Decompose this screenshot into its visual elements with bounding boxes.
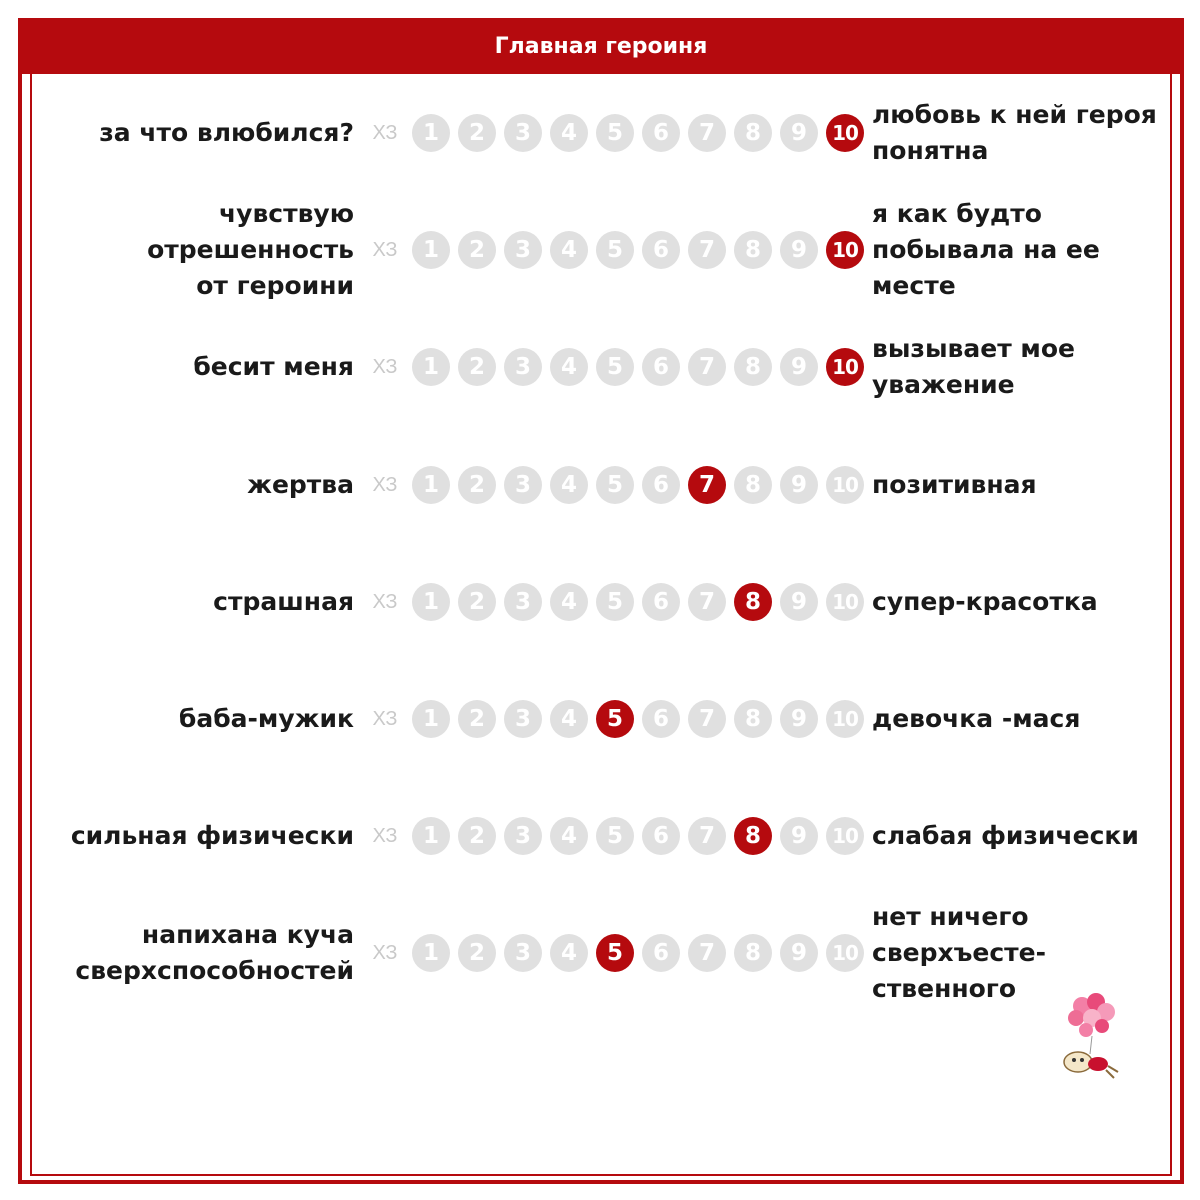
rating-row [0, 334, 1200, 399]
rating-option[interactable]: 4 [550, 934, 588, 972]
rating-option[interactable]: 3 [504, 466, 542, 504]
rating-option[interactable]: 6 [642, 348, 680, 386]
right-label-line: вызывает мое [872, 334, 1075, 363]
rating-option[interactable]: 5 [596, 466, 634, 504]
right-label [872, 701, 1080, 737]
rating-option[interactable]: 6 [642, 466, 680, 504]
rating-option[interactable]: 8 [734, 231, 772, 269]
right-label [872, 467, 1037, 503]
page-title [18, 18, 1184, 74]
dont-know-option[interactable]: ХЗ [372, 707, 398, 730]
rating-option[interactable]: 1 [412, 934, 450, 972]
rating-option[interactable]: 2 [458, 114, 496, 152]
rating-option[interactable]: 7 [688, 114, 726, 152]
rating-option[interactable]: 5 [596, 114, 634, 152]
rating-option[interactable]: 6 [642, 583, 680, 621]
heart-balloons [1068, 993, 1115, 1037]
left-label [213, 584, 354, 620]
left-label-line: страшная [213, 587, 354, 616]
rating-option[interactable]: 3 [504, 114, 542, 152]
right-label-line: супер-красотка [872, 587, 1098, 616]
rating-option[interactable]: 2 [458, 348, 496, 386]
rating-scale [368, 582, 864, 622]
rating-option[interactable]: 4 [550, 231, 588, 269]
right-label [872, 331, 1075, 403]
rating-option[interactable]: 8 [734, 700, 772, 738]
left-label-line: бесит меня [193, 352, 354, 381]
right-label [872, 97, 1157, 169]
right-label-line: побывала на ее [872, 235, 1100, 264]
rating-option[interactable]: 10 [826, 466, 864, 504]
rating-option[interactable]: 9 [780, 466, 818, 504]
rating-option[interactable]: 1 [412, 114, 450, 152]
right-label-line: девочка -мася [872, 704, 1081, 733]
rating-option[interactable]: 8 [734, 114, 772, 152]
rating-scale [368, 933, 864, 973]
right-label-line: понятна [872, 136, 989, 165]
rating-option[interactable]: 5 [596, 817, 634, 855]
rating-option[interactable]: 2 [458, 583, 496, 621]
rating-option[interactable]: 3 [504, 700, 542, 738]
left-label [179, 701, 354, 737]
rating-option[interactable]: 4 [550, 466, 588, 504]
rating-option[interactable]: 6 [642, 817, 680, 855]
rating-scale [368, 465, 864, 505]
rating-option[interactable]: 10 [826, 700, 864, 738]
rating-option[interactable]: 3 [504, 817, 542, 855]
rating-option[interactable]: 6 [642, 114, 680, 152]
rating-option-selected[interactable]: 5 [596, 700, 634, 738]
rating-option[interactable]: 4 [550, 700, 588, 738]
rating-option[interactable]: 7 [688, 934, 726, 972]
rating-option[interactable]: 7 [688, 231, 726, 269]
dont-know-option[interactable]: ХЗ [372, 238, 398, 261]
rating-option[interactable]: 4 [550, 348, 588, 386]
dont-know-option[interactable]: ХЗ [372, 355, 398, 378]
left-label-line: чувствую [218, 199, 354, 228]
rating-scale [368, 347, 864, 387]
left-label [75, 917, 354, 989]
rating-row [0, 465, 1200, 505]
rating-option[interactable]: 6 [642, 231, 680, 269]
rating-option[interactable]: 9 [780, 231, 818, 269]
rating-option[interactable]: 9 [780, 934, 818, 972]
title-text: Главная героиня [494, 33, 708, 59]
rating-option[interactable]: 1 [412, 348, 450, 386]
right-label-line: слабая физически [872, 821, 1139, 850]
rating-option[interactable]: 10 [826, 934, 864, 972]
left-label-line: жертва [247, 470, 354, 499]
rating-option[interactable]: 2 [458, 934, 496, 972]
left-label-line: сверхспособностей [75, 956, 354, 985]
rating-option[interactable]: 7 [688, 348, 726, 386]
left-label-line: за что влюбился? [99, 118, 354, 147]
right-label [872, 899, 1046, 1007]
right-label-line: уважение [872, 370, 1015, 399]
rating-option[interactable]: 8 [734, 934, 772, 972]
rating-option-selected[interactable]: 10 [826, 348, 864, 386]
rating-option-selected[interactable]: 8 [734, 817, 772, 855]
dont-know-option[interactable]: ХЗ [372, 941, 398, 964]
rating-option[interactable]: 4 [550, 817, 588, 855]
rating-option[interactable]: 1 [412, 817, 450, 855]
right-label-line: позитивная [872, 470, 1037, 499]
rating-option[interactable]: 9 [780, 700, 818, 738]
rating-option-selected[interactable]: 10 [826, 114, 864, 152]
rating-option[interactable]: 6 [642, 934, 680, 972]
rating-option[interactable]: 10 [826, 583, 864, 621]
rating-option-selected[interactable]: 10 [826, 231, 864, 269]
rating-row [0, 816, 1200, 856]
rating-row [0, 902, 1200, 1003]
left-label [99, 115, 354, 151]
rating-option[interactable]: 2 [458, 231, 496, 269]
rating-option[interactable]: 5 [596, 583, 634, 621]
rating-row [0, 100, 1200, 165]
left-label-line: баба-мужик [178, 704, 354, 733]
rating-option[interactable]: 9 [780, 114, 818, 152]
rating-option[interactable]: 1 [412, 466, 450, 504]
rating-option[interactable]: 9 [780, 348, 818, 386]
rating-option[interactable]: 2 [458, 700, 496, 738]
right-label [872, 584, 1098, 620]
rating-scale [368, 816, 864, 856]
rating-option[interactable]: 3 [504, 231, 542, 269]
rating-option[interactable]: 3 [504, 348, 542, 386]
rating-option[interactable]: 9 [780, 817, 818, 855]
left-label-line: от героини [196, 271, 354, 300]
rating-option[interactable]: 4 [550, 114, 588, 152]
rating-option[interactable]: 7 [688, 583, 726, 621]
rating-option[interactable]: 3 [504, 934, 542, 972]
right-label [872, 818, 1139, 854]
rating-option[interactable]: 1 [412, 700, 450, 738]
rating-row [0, 199, 1200, 300]
left-label-line: отрешенность [147, 235, 354, 264]
rating-option[interactable]: 1 [412, 231, 450, 269]
rating-option[interactable]: 2 [458, 466, 496, 504]
rating-row [0, 582, 1200, 622]
left-label-line: сильная физически [70, 821, 354, 850]
rating-option[interactable]: 5 [596, 348, 634, 386]
rating-option[interactable]: 2 [458, 817, 496, 855]
dont-know-option[interactable]: ХЗ [372, 590, 398, 613]
rating-option[interactable]: 9 [780, 583, 818, 621]
right-label-line: месте [872, 271, 956, 300]
left-label-line: напихана куча [141, 920, 354, 949]
left-label [193, 349, 354, 385]
rating-option[interactable]: 8 [734, 348, 772, 386]
left-label [71, 818, 354, 854]
rating-option[interactable]: 4 [550, 583, 588, 621]
right-label [872, 196, 1100, 304]
rating-option[interactable]: 3 [504, 583, 542, 621]
right-label-line: ственного [872, 974, 1017, 1003]
rating-option-selected[interactable]: 7 [688, 466, 726, 504]
rating-option[interactable]: 6 [642, 700, 680, 738]
rating-option-selected[interactable]: 5 [596, 934, 634, 972]
right-label-line: сверхъесте- [872, 938, 1046, 967]
rating-option[interactable]: 8 [734, 466, 772, 504]
dont-know-option[interactable]: ХЗ [372, 121, 398, 144]
rating-option[interactable]: 5 [596, 231, 634, 269]
rating-option-selected[interactable]: 8 [734, 583, 772, 621]
left-label [147, 196, 354, 304]
left-label [247, 467, 354, 503]
right-label-line: любовь к ней героя [872, 100, 1157, 129]
rating-row [0, 699, 1200, 739]
dont-know-option[interactable]: ХЗ [372, 824, 398, 847]
rating-option[interactable]: 7 [688, 817, 726, 855]
bear-figure [1064, 1052, 1118, 1078]
rating-scale [368, 699, 864, 739]
balloons-bear-icon [1052, 988, 1132, 1088]
rating-option[interactable]: 1 [412, 583, 450, 621]
right-label-line: нет ничего [872, 902, 1029, 931]
rating-option[interactable]: 10 [826, 817, 864, 855]
rating-scale [368, 230, 864, 270]
right-label-line: я как будто [872, 199, 1042, 228]
rating-scale [368, 113, 864, 153]
dont-know-option[interactable]: ХЗ [372, 473, 398, 496]
rating-option[interactable]: 7 [688, 700, 726, 738]
